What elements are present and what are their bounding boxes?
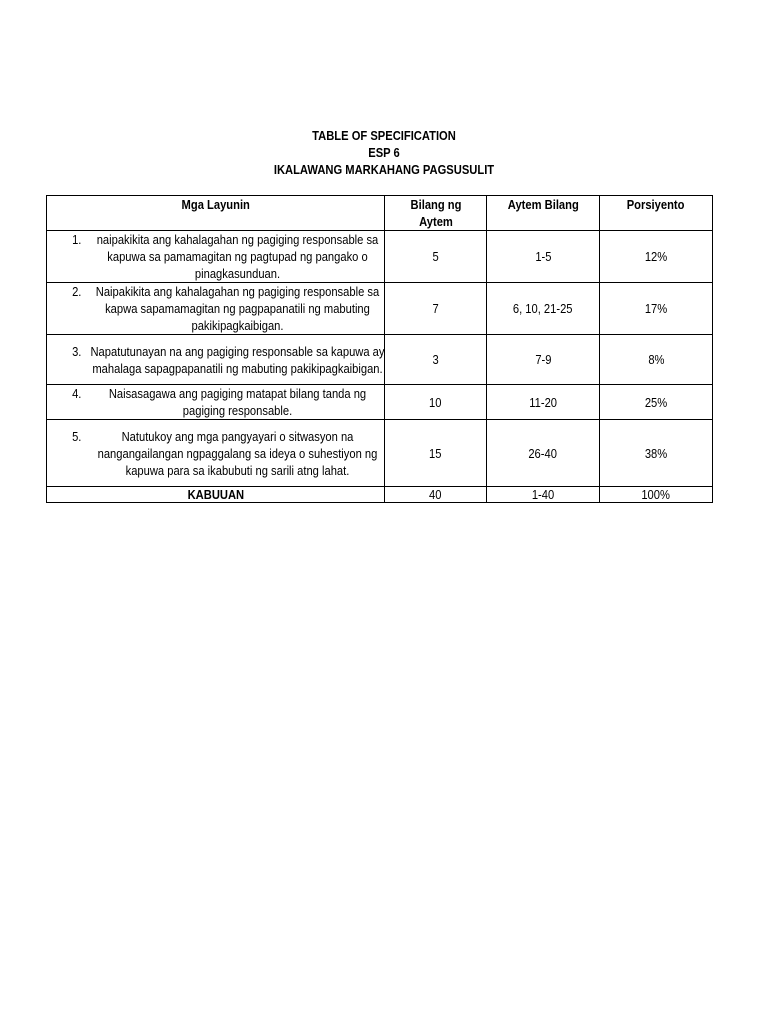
objective-text: Naisasagawa ang pagiging matapat bilang tanda ng pagiging responsable. — [108, 386, 367, 418]
table-row — [47, 283, 713, 335]
total-item-count: 40 — [385, 487, 487, 503]
item-numbers-cell: 11-20 — [487, 385, 600, 420]
total-row — [47, 487, 713, 503]
row-number: 4. — [72, 386, 82, 401]
table-header-row — [47, 196, 713, 231]
item-numbers-cell: 6, 10, 21-25 — [487, 283, 600, 335]
item-count-cell: 3 — [385, 335, 487, 385]
row-number: 3. — [72, 343, 82, 359]
percentage-cell: 25% — [600, 385, 713, 420]
document-header — [54, 127, 714, 178]
objective-cell — [47, 283, 385, 335]
item-count-cell: 5 — [385, 231, 487, 283]
table-row — [47, 385, 713, 420]
total-percentage: 100% — [600, 487, 713, 503]
item-numbers-cell: 1-5 — [487, 231, 600, 283]
table-row — [47, 335, 713, 385]
objective-text: Naipakikita ang kahalagahan ng pagiging responsable sa kapwa sapamamagitan ng pagpapanatili ng mabuting pakikipagkaibigan. — [95, 284, 380, 333]
row-number: 5. — [72, 428, 82, 444]
item-count-cell: 7 — [385, 283, 487, 335]
objective-cell — [47, 335, 385, 385]
objective-cell — [47, 231, 385, 283]
objective-text: Natutukoy ang mga pangyayari o sitwasyon na nangangailangan ngpaggalang sa ideya o suhestiyon ng kapuwa para sa ikabubuti ng sarili atng lahat. — [97, 428, 378, 478]
table-row — [47, 231, 713, 283]
percentage-cell: 38% — [600, 420, 713, 487]
header-item-numbers: Aytem Bilang — [487, 196, 600, 231]
document-title: TABLE OF SPECIFICATION — [312, 128, 456, 143]
specification-table — [46, 195, 713, 503]
objective-cell — [47, 420, 385, 487]
header-item-count: Bilang ng Aytem — [385, 196, 487, 231]
item-count-cell: 15 — [385, 420, 487, 487]
subject-label: ESP 6 — [368, 145, 400, 160]
objective-text: Napatutunayan na ang pagiging responsable sa kapuwa ay mahalaga sapagpapanatili ng mabuting pakikipagkaibigan. — [90, 343, 385, 376]
item-count-cell: 10 — [385, 385, 487, 420]
row-number: 1. — [72, 232, 82, 247]
objective-text: naipakikita ang kahalagahan ng pagiging responsable sa kapuwa sa pamamagitan ng pagtupad ng pangako o pinagkasunduan. — [96, 232, 379, 281]
percentage-cell: 17% — [600, 283, 713, 335]
total-label: KABUUAN — [47, 487, 385, 503]
percentage-cell: 8% — [600, 335, 713, 385]
header-percentage: Porsiyento — [600, 196, 713, 231]
item-numbers-cell: 26-40 — [487, 420, 600, 487]
item-numbers-cell: 7-9 — [487, 335, 600, 385]
percentage-cell: 12% — [600, 231, 713, 283]
table-row — [47, 420, 713, 487]
total-item-numbers: 1-40 — [487, 487, 600, 503]
objective-cell — [47, 385, 385, 420]
exam-label: IKALAWANG MARKAHANG PAGSUSULIT — [273, 162, 495, 177]
header-objectives: Mga Layunin — [47, 196, 385, 231]
row-number: 2. — [72, 284, 82, 299]
